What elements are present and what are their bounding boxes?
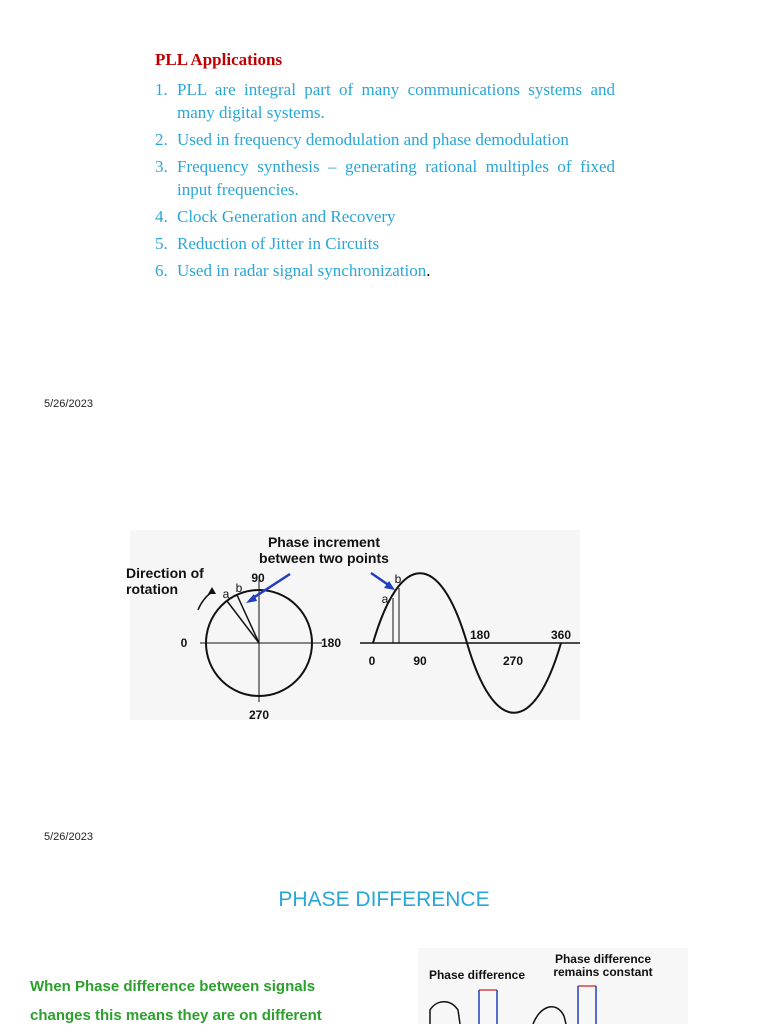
circle-label-0: 0 bbox=[180, 636, 188, 650]
slide-pll-applications bbox=[0, 0, 768, 420]
circle-label-b: b bbox=[235, 581, 243, 595]
wave-label-360: 360 bbox=[550, 628, 572, 642]
list-item bbox=[155, 232, 615, 255]
list-text: Clock Generation and Recovery bbox=[177, 207, 396, 226]
phase-increment-label: Phase increment bbox=[267, 534, 381, 550]
list-item bbox=[155, 128, 615, 151]
slide-phase-figure bbox=[0, 430, 768, 850]
list-text: PLL are integral part of many communications systems and many digital systems. bbox=[177, 80, 615, 122]
wave-label-180: 180 bbox=[469, 628, 491, 642]
direction-label: Direction of bbox=[126, 565, 204, 581]
slide-date: 5/26/2023 bbox=[44, 831, 93, 843]
constant-difference-label: Phase difference bbox=[554, 952, 652, 966]
constant-difference-label: remains constant bbox=[553, 965, 653, 979]
slide-heading: PHASE DIFFERENCE bbox=[278, 888, 490, 911]
body-line: changes this means they are on different bbox=[30, 1007, 322, 1024]
phase-difference-diagram bbox=[0, 860, 768, 1024]
list-text: Used in frequency demodulation and phase demodulation bbox=[177, 130, 569, 149]
applications-list bbox=[155, 78, 615, 286]
direction-label: rotation bbox=[126, 581, 179, 597]
phase-difference-label: Phase difference bbox=[428, 968, 526, 982]
list-number: 4. bbox=[155, 207, 168, 226]
circle-label-a: a bbox=[222, 587, 230, 601]
list-item bbox=[155, 259, 615, 282]
list-item bbox=[155, 155, 615, 201]
list-item bbox=[155, 205, 615, 228]
list-number: 3. bbox=[155, 157, 168, 176]
phase-increment-label: between two points bbox=[259, 550, 389, 566]
phase-diagram bbox=[0, 430, 768, 850]
circle-label-180: 180 bbox=[320, 636, 342, 650]
slide-title: PLL Applications bbox=[155, 50, 283, 69]
circle-label-90: 90 bbox=[251, 571, 265, 585]
body-line: When Phase difference between signals bbox=[30, 978, 316, 995]
wave-label-90: 90 bbox=[413, 654, 427, 668]
list-number: 6. bbox=[155, 261, 168, 280]
list-text: Frequency synthesis – generating rational multiples of fixed input frequencies. bbox=[177, 157, 615, 199]
list-text: Reduction of Jitter in Circuits bbox=[177, 234, 380, 253]
wave-label-270: 270 bbox=[502, 654, 524, 668]
wave-label-a: a bbox=[381, 592, 389, 606]
circle-label-270: 270 bbox=[248, 708, 270, 722]
list-number: 2. bbox=[155, 130, 168, 149]
slide-date: 5/26/2023 bbox=[44, 398, 93, 410]
list-text: Used in radar signal synchronization bbox=[177, 261, 427, 280]
slide-phase-difference bbox=[0, 860, 768, 1024]
list-end-period: . bbox=[426, 261, 431, 280]
wave-label-0: 0 bbox=[368, 654, 376, 668]
wave-label-b: b bbox=[394, 572, 402, 586]
list-number: 5. bbox=[155, 234, 168, 253]
list-number: 1. bbox=[155, 80, 168, 99]
list-item bbox=[155, 78, 615, 124]
